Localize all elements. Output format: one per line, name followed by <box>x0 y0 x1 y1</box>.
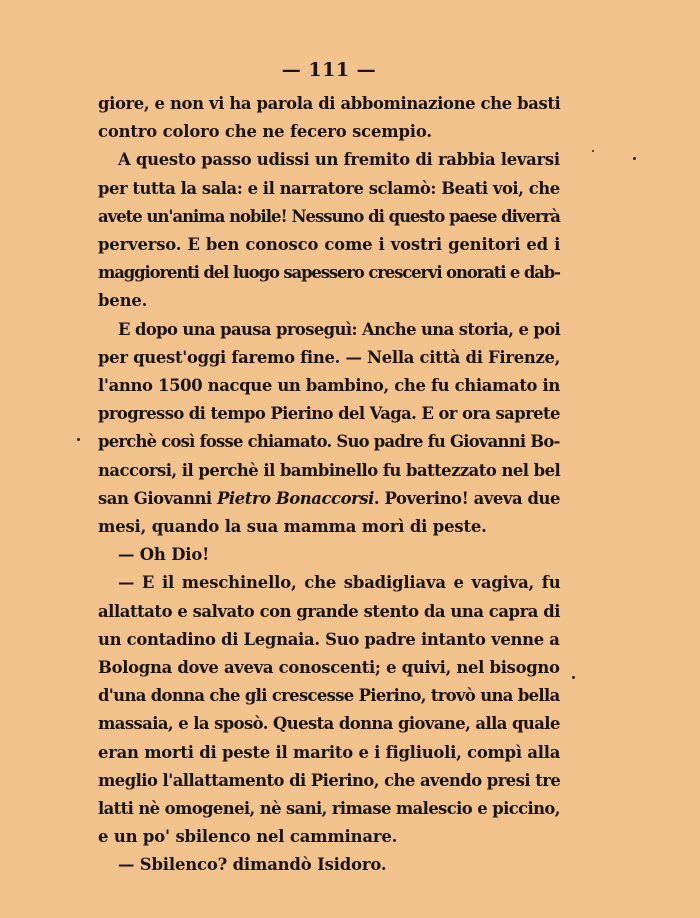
text-line: — Oh Dio! <box>118 545 210 565</box>
text-line: naccorsi, il perchè il bambinello fu battezzato nel bel <box>98 460 561 480</box>
text-line <box>98 485 560 513</box>
text-line: allattato e salvato con grande stento da una capra di <box>98 601 561 621</box>
body-text <box>98 90 560 880</box>
text-line: per tutta la sala: e il narratore sclamò: Beati voi, che <box>98 178 560 198</box>
text-line: per quest'oggi faremo fine. — Nella città di Firenze, <box>98 347 561 367</box>
print-speck <box>77 438 80 441</box>
text-line: — E il meschinello, che sbadigliava e vagiva, fu <box>118 573 561 593</box>
text-line: giore, e non vi ha parola di abbominazione che basti <box>98 94 561 113</box>
text-line: eran morti di peste il marito e i figliuoli, compì alla <box>98 742 561 762</box>
text-line: bene. <box>98 291 148 311</box>
text-line: progresso di tempo Pierino del Vaga. E or ora saprete <box>98 404 560 424</box>
text-line: e un po' sbilenco nel camminare. <box>98 827 398 847</box>
text-segment: . Poverino! aveva due <box>373 488 561 508</box>
text-line: d'una donna che gli crescesse Pierino, trovò una bella <box>98 686 560 706</box>
text-line: l'anno 1500 nacque un bambino, che fu chiamato in <box>98 376 561 396</box>
text-line: mesi, quando la sua mamma morì di peste. <box>98 517 487 537</box>
text-line: perverso. E ben conosco come i vostri genitori ed i <box>98 235 561 255</box>
text-line: latti nè omogenei, nè sani, rimase malescio e piccino, <box>98 799 560 819</box>
print-speck <box>572 676 575 679</box>
text-line: meglio l'allattamento di Pierino, che avendo presi tre <box>98 770 561 790</box>
print-speck <box>592 150 594 152</box>
text-line: perchè così fosse chiamato. Suo padre fu Giovanni Bo- <box>98 432 560 452</box>
text-line: massaia, e la sposò. Questa donna giovane, alla quale <box>98 714 560 734</box>
text-line: un contadino di Legnaia. Suo padre intanto venne a <box>98 629 560 649</box>
text-line: contro coloro che ne fecero scempio. <box>98 122 432 142</box>
text-line: avete un'anima nobile! Nessuno di questo paese diverrà <box>98 206 560 226</box>
page-number: — 111 — <box>281 59 377 81</box>
text-segment: san Giovanni <box>98 488 218 508</box>
text-line: maggiorenti del luogo sapessero crescervi onorati e dab- <box>98 263 560 283</box>
print-speck <box>633 157 636 160</box>
text-line: E dopo una pausa proseguì: Anche una storia, e poi <box>118 319 561 339</box>
text-line: — Sbilenco? dimandò Isidoro. <box>118 855 387 875</box>
text-line: A questo passo udissi un fremito di rabbia levarsi <box>118 150 560 170</box>
paragraph <box>98 90 560 880</box>
italic-name: Pietro Bonaccorsi <box>217 488 374 508</box>
text-line: Bologna dove aveva conoscenti; e quivi, nel bisogno <box>98 658 560 678</box>
